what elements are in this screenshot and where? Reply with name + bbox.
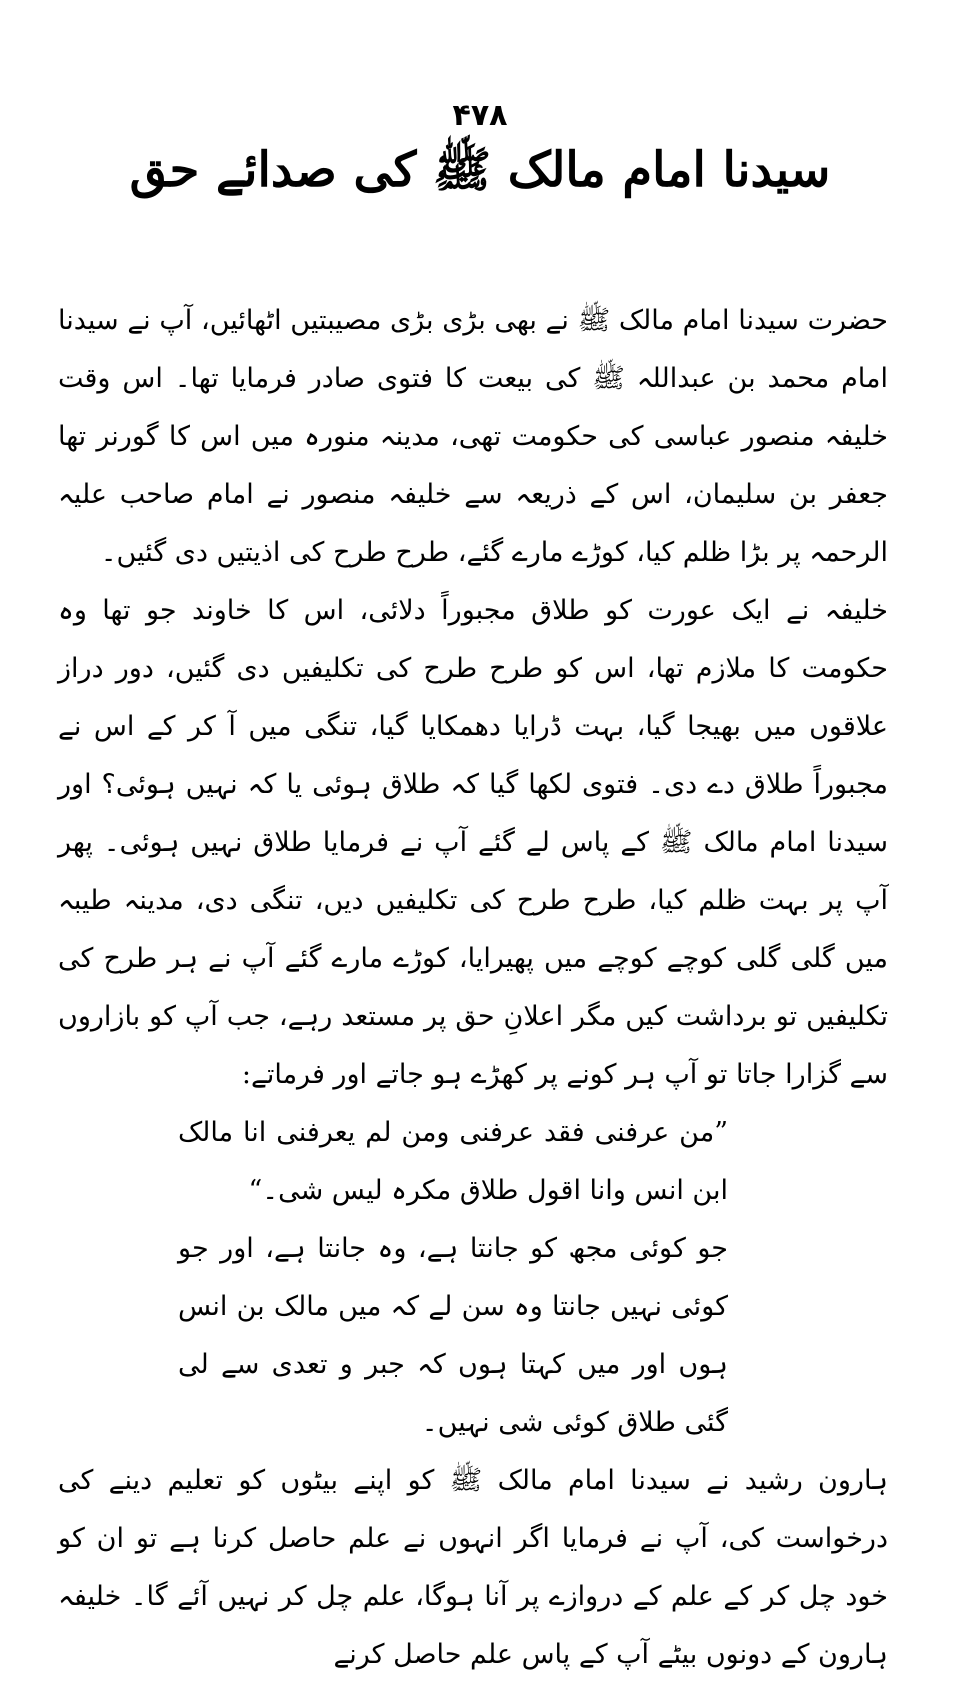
arabic-quote	[178, 1104, 728, 1220]
body-text	[58, 292, 888, 1684]
paragraph-2: خلیفہ نے ایک عورت کو طلاق مجبوراً دلائی، اس کا خاوند جو تھا وہ حکومت کا ملازم تھا، اس کو طرح طرح کی تکلیفیں دی گئیں، دور دراز علاقوں میں بھیجا گیا، بہت ڈرایا دھمکایا گیا، تنگی میں آ کر کے اس نے مجبوراً طلاق دے دی۔ فتوی لکھا گیا کہ طلاق ہوئی یا کہ نہیں ہوئی؟ اور سیدنا امام مالک ﷺ کے پاس لے گئے آپ نے فرمایا طلاق نہیں ہوئی۔ پھر آپ پر بہت ظلم کیا، طرح طرح کی تکلیفیں دیں، تنگی دی، مدینہ طیبہ میں گلی گلی کوچے کوچے میں پھیرایا، کوڑے مارے گئے آپ نے ہر طرح کی تکلیفیں تو برداشت کیں مگر اعلانِ حق پر مستعد رہے، جب آپ کو بازاروں سے گزارا جاتا تو آپ ہر کونے پر کھڑے ہو جاتے اور فرماتے:	[58, 595, 888, 1090]
quote-translation	[178, 1220, 728, 1452]
paragraph-1: حضرت سیدنا امام مالک ﷺ نے بھی بڑی بڑی مصیبتیں اٹھائیں، آپ نے سیدنا امام محمد بن عبداللہ ﷺ کی بیعت کا فتوی صادر فرمایا تھا۔ اس وقت خلیفہ منصور عباسی کی حکومت تھی، مدینہ منورہ میں اس کا گورنر تھا جعفر بن سلیمان، اس کے ذریعہ سے خلیفہ منصور نے امام صاحب علیہ الرحمہ پر بڑا ظلم کیا، کوڑے مارے گئے، طرح طرح کی اذیتیں دی گئیں۔	[58, 305, 888, 568]
quote-text: ”من عرفنی فقد عرفنی ومن لم یعرفنی انا مالک ابن انس وانا اقول طلاق مکرہ لیس شی۔“	[178, 1117, 728, 1206]
chapter-heading: سیدنا امام مالک ﷺ کی صدائے حق	[129, 142, 831, 198]
translation-text: جو کوئی مجھ کو جانتا ہے، وہ جانتا ہے، اور جو کوئی نہیں جانتا وہ سن لے کہ میں مالک بن انس ہوں اور میں کہتا ہوں کہ جبر و تعدی سے لی گئی طلاق کوئی شی نہیں۔	[178, 1233, 728, 1438]
paragraph-3: ہارون رشید نے سیدنا امام مالک ﷺ کو اپنے بیٹوں کو تعلیم دینے کی درخواست کی، آپ نے فرمایا اگر انہوں نے علم حاصل کرنا ہے تو ان کو خود چل کر کے علم کے دروازے پر آنا ہوگا، علم چل کر نہیں آئے گا۔ خلیفہ ہارون کے دونوں بیٹے آپ کے پاس علم حاصل کرنے	[58, 1465, 888, 1670]
page-number: ۴۷۸	[452, 98, 508, 133]
